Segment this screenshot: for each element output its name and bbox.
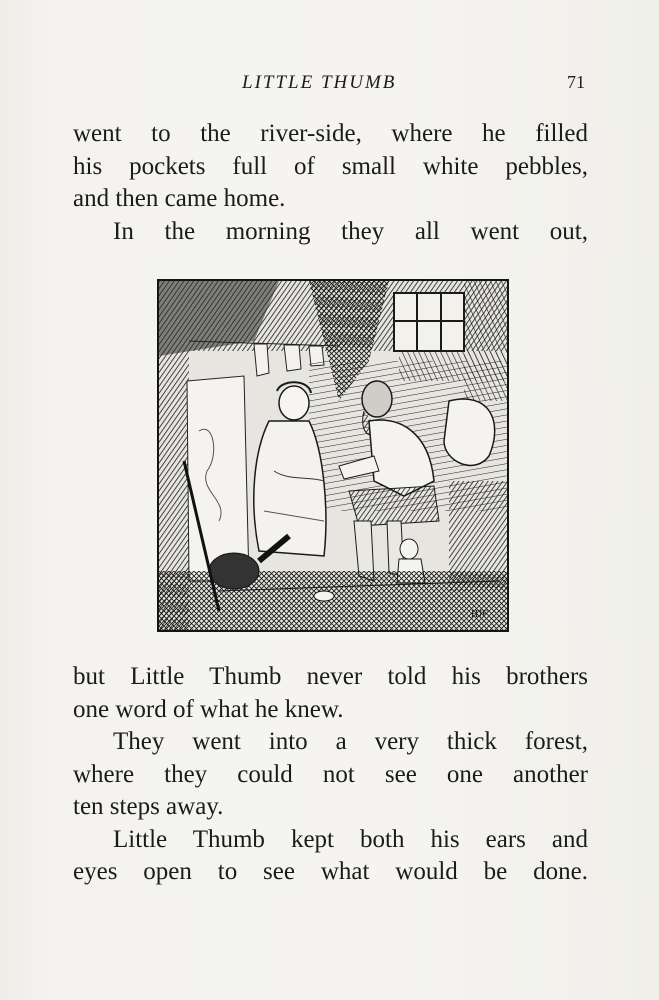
- text-line: ten steps away.: [73, 793, 224, 820]
- running-head: [0, 72, 659, 102]
- text-line: eyes open to see what would be done.: [73, 858, 588, 885]
- cottage-scene-drawing: [159, 281, 507, 630]
- illustration-cottage-scene: [157, 279, 509, 632]
- text-line: They went into a very thick forest,: [113, 728, 588, 755]
- text-block-bottom: [73, 661, 588, 889]
- text-block-top: [73, 118, 588, 248]
- running-title: LITTLE THUMB: [242, 72, 397, 93]
- illustrator-signature: HJF: [471, 609, 488, 620]
- text-line: In the morning they all went out,: [113, 217, 588, 245]
- text-line: where they could not see one another: [73, 760, 588, 788]
- text-line: but Little Thumb never told his brothers: [73, 663, 588, 690]
- text-line: one word of what he knew.: [73, 695, 344, 723]
- text-line: and then came home.: [73, 185, 286, 212]
- text-line: his pockets full of small white pebbles,: [73, 152, 588, 180]
- page-number: 71: [567, 72, 585, 92]
- text-line: Little Thumb kept both his ears and: [113, 825, 588, 853]
- text-line: went to the river-side, where he filled: [73, 120, 588, 147]
